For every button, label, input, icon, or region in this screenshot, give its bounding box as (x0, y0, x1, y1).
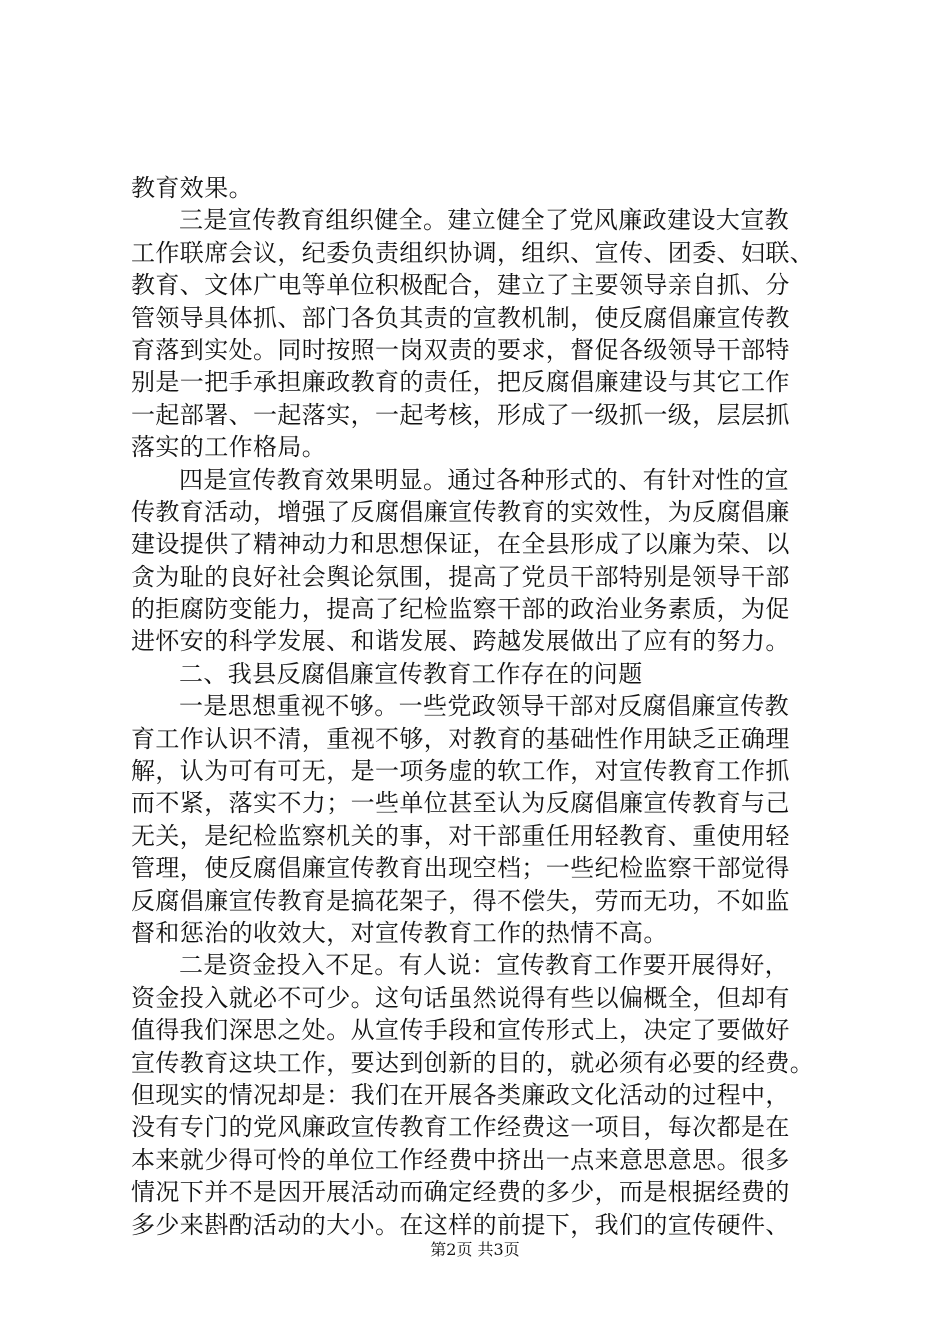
text-line: 工作联席会议，纪委负责组织协调，组织、宣传、团委、妇联、 (131, 238, 815, 267)
text-line: 而不紧，落实不力；一些单位甚至认为反腐倡廉宣传教育与己 (131, 789, 790, 818)
text-line: 四是宣传教育效果明显。通过各种形式的、有针对性的宣 (179, 465, 789, 494)
text-line: 反腐倡廉宣传教育是搞花架子，得不偿失，劳而无功，不如监 (131, 886, 790, 915)
text-line: 贪为耻的良好社会舆论氛围，提高了党员干部特别是领导干部 (131, 562, 790, 591)
text-line: 一起部署、一起落实，一起考核，形成了一级抓一级，层层抓 (131, 400, 790, 429)
text-line: 宣传教育这块工作，要达到创新的目的，就必须有必要的经费。 (131, 1048, 815, 1077)
document-body (131, 172, 831, 1241)
text-line: 教育、文体广电等单位积极配合，建立了主要领导亲自抓、分 (131, 271, 790, 300)
text-line: 落实的工作格局。 (131, 433, 327, 462)
text-line: 解，认为可有可无，是一项务虚的软工作，对宣传教育工作抓 (131, 757, 790, 786)
text-line: 三是宣传教育组织健全。建立健全了党风廉政建设大宣教 (179, 206, 789, 235)
text-line: 无关，是纪检监察机关的事，对干部重任用轻教育、重使用轻 (131, 821, 790, 850)
text-line: 没有专门的党风廉政宣传教育工作经费这一项目，每次都是在 (131, 1113, 790, 1142)
text-line: 育落到实处。同时按照一岗双责的要求，督促各级领导干部特 (131, 335, 790, 364)
text-line: 二、我县反腐倡廉宣传教育工作存在的问题 (179, 659, 643, 688)
text-line: 别是一把手承担廉政教育的责任，把反腐倡廉建设与其它工作 (131, 368, 790, 397)
text-line: 本来就少得可怜的单位工作经费中挤出一点来意思意思。很多 (131, 1145, 790, 1174)
text-line: 育工作认识不清，重视不够，对教育的基础性作用缺乏正确理 (131, 724, 790, 753)
text-line: 建设提供了精神动力和思想保证，在全县形成了以廉为荣、以 (131, 530, 790, 559)
text-line: 一是思想重视不够。一些党政领导干部对反腐倡廉宣传教 (179, 692, 789, 721)
text-line: 但现实的情况却是：我们在开展各类廉政文化活动的过程中， (131, 1080, 790, 1109)
text-line: 多少来斟酌活动的大小。在这样的前提下，我们的宣传硬件、 (131, 1210, 790, 1239)
text-line: 资金投入就必不可少。这句话虽然说得有些以偏概全，但却有 (131, 983, 790, 1012)
text-line: 传教育活动，增强了反腐倡廉宣传教育的实效性，为反腐倡廉 (131, 497, 790, 526)
text-line: 的拒腐防变能力，提高了纪检监察干部的政治业务素质，为促 (131, 595, 790, 624)
text-line: 二是资金投入不足。有人说：宣传教育工作要开展得好， (179, 951, 789, 980)
text-line: 管领导具体抓、部门各负其责的宣教机制，使反腐倡廉宣传教 (131, 303, 790, 332)
text-line: 教育效果。 (131, 174, 253, 202)
text-line: 情况下并不是因开展活动而确定经费的多少，而是根据经费的 (131, 1178, 790, 1207)
page-number-footer: 第2页 共3页 (430, 1240, 520, 1259)
text-line: 管理，使反腐倡廉宣传教育出现空档；一些纪检监察干部觉得 (131, 854, 790, 883)
text-line: 督和惩治的收效大，对宣传教育工作的热情不高。 (131, 918, 668, 947)
text-line: 值得我们深思之处。从宣传手段和宣传形式上，决定了要做好 (131, 1016, 790, 1045)
text-line: 进怀安的科学发展、和谐发展、跨越发展做出了应有的努力。 (131, 627, 790, 656)
